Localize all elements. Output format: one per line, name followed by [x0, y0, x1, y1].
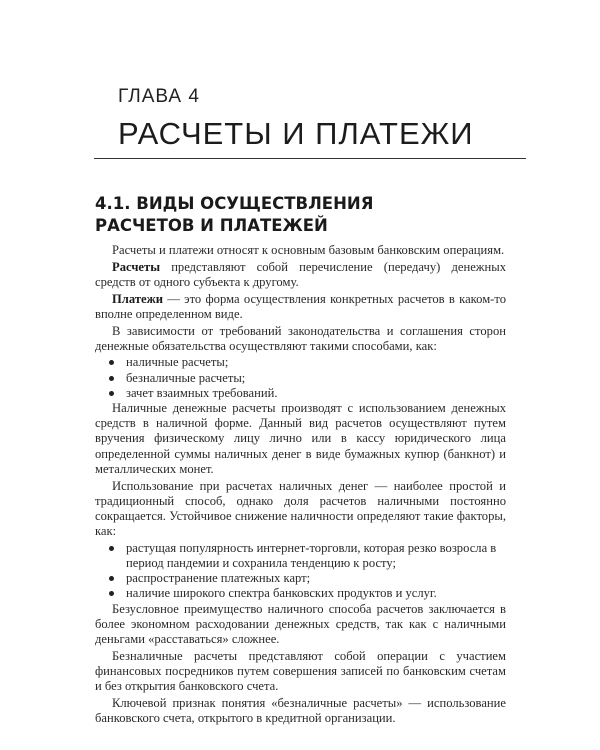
list-item: [95, 571, 506, 586]
bullet-icon: [109, 391, 114, 396]
section-heading: [95, 193, 515, 237]
paragraph: Безусловное преимущество наличного способа расчетов заключается в более экономном расходовании денежных средств, так как с наличными деньгами «расставаться» сложнее.: [95, 601, 506, 647]
list-item-text: наличные расчеты;: [126, 355, 229, 370]
definition-text: представляют собой перечисление (передачу) денежных средств от одного субъекта к другому.: [95, 259, 506, 289]
bullet-list: [95, 355, 506, 401]
term: Платежи: [112, 291, 163, 306]
list-item-text: распространение платежных карт;: [126, 571, 311, 586]
list-item: [95, 355, 506, 370]
bullet-list: [95, 541, 506, 602]
definition-text: — это форма осуществления конкретных расчетов в каком-то вполне определенном виде.: [95, 291, 506, 321]
bullet-icon: [109, 576, 114, 581]
bullet-icon: [109, 376, 114, 381]
term: Расчеты: [112, 259, 161, 274]
bullet-icon: [109, 546, 114, 551]
paragraph-definition: [95, 260, 506, 290]
list-item-text: растущая популярность интернет-торговли, которая резко возросла в период пандемии и сохранила тенденцию к росту;: [126, 540, 497, 571]
chapter-divider: [94, 158, 526, 159]
list-item-text: безналичные расчеты;: [126, 370, 246, 385]
paragraph: Наличные денежные расчеты производят с использованием денежных средств в наличной форме. Данный вид расчетов осуществляют путем вручения физическому лицу лично или в кассу юридического лица определенной суммы наличных денег в виде бумажных купюр (банкнот) и металлических монет.: [95, 401, 506, 476]
paragraph-definition: [95, 292, 506, 322]
body-text: [95, 243, 506, 728]
paragraph: В зависимости от требований законодательства и соглашения сторон денежные обязательства осуществляют такими способами, как:: [95, 323, 506, 353]
list-item: [95, 386, 506, 401]
list-item-text: наличие широкого спектра банковских продуктов и услуг.: [126, 586, 437, 601]
paragraph: Безналичные расчеты представляют собой операции с участием финансовых посредников путем совершения записей по банковским счетам и без открытия банковского счета.: [95, 648, 506, 694]
section-heading-line-2: РАСЧЕТОВ И ПЛАТЕЖЕЙ: [95, 216, 328, 235]
chapter-label: ГЛАВА 4: [118, 86, 200, 107]
list-item: [95, 371, 506, 386]
paragraph: Расчеты и платежи относят к основным базовым банковским операциям.: [112, 243, 505, 257]
paragraph: Ключевой признак понятия «безналичные расчеты» — использование банковского счета, открытого в кредитной организации.: [95, 695, 506, 726]
paragraph: Использование при расчетах наличных денег — наиболее простой и традиционный способ, однако доля расчетов наличными постоянно сокращается. Устойчивое снижение наличности определяют такие факторы, как:: [95, 478, 506, 539]
bullet-icon: [109, 591, 114, 596]
bullet-icon: [109, 360, 114, 365]
list-item-text: зачет взаимных требований.: [126, 385, 278, 400]
chapter-title: РАСЧЕТЫ И ПЛАТЕЖИ: [118, 116, 474, 151]
list-item: [95, 541, 506, 571]
list-item: [95, 586, 506, 601]
section-heading-line-1: 4.1. ВИДЫ ОСУЩЕСТВЛЕНИЯ: [95, 194, 374, 213]
